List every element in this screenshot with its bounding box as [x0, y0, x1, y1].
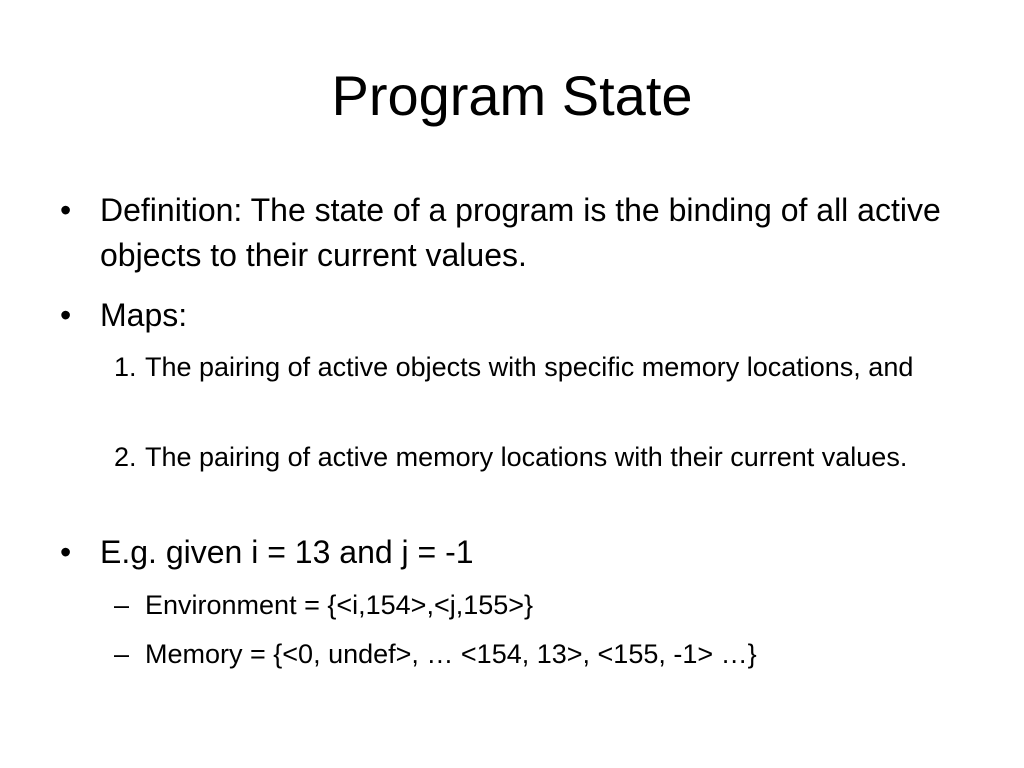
bullet-text: Maps:	[100, 297, 188, 333]
bullet-marker: •	[60, 297, 72, 333]
dash-item-memory	[114, 634, 964, 674]
numbered-item-text: The pairing of active objects with specific memory locations, and	[145, 352, 914, 382]
dash-item-environment	[114, 585, 964, 625]
bullet-text: Definition: The state of a program is the binding of all active objects to their current values.	[100, 192, 941, 273]
bullet-item-maps	[60, 293, 960, 338]
dash-item-text: Memory = {<0, undef>, … <154, 13>, <155, -1> …}	[145, 639, 757, 669]
bullet-item-example	[60, 530, 960, 575]
slide-title: Program State	[331, 64, 693, 127]
bullet-text: E.g. given i = 13 and j = -1	[100, 534, 474, 570]
bullet-item-definition	[60, 188, 960, 278]
numbered-item-2	[114, 437, 914, 477]
number-marker: 1.	[114, 352, 137, 382]
dash-marker: –	[114, 590, 130, 620]
bullet-marker: •	[60, 192, 72, 228]
numbered-item-text: The pairing of active memory locations with their current values.	[145, 442, 908, 472]
numbered-item-1	[114, 347, 914, 387]
dash-item-text: Environment = {<i,154>,<j,155>}	[145, 590, 534, 620]
number-marker: 2.	[114, 442, 137, 472]
bullet-marker: •	[60, 534, 72, 570]
dash-marker: –	[114, 639, 130, 669]
